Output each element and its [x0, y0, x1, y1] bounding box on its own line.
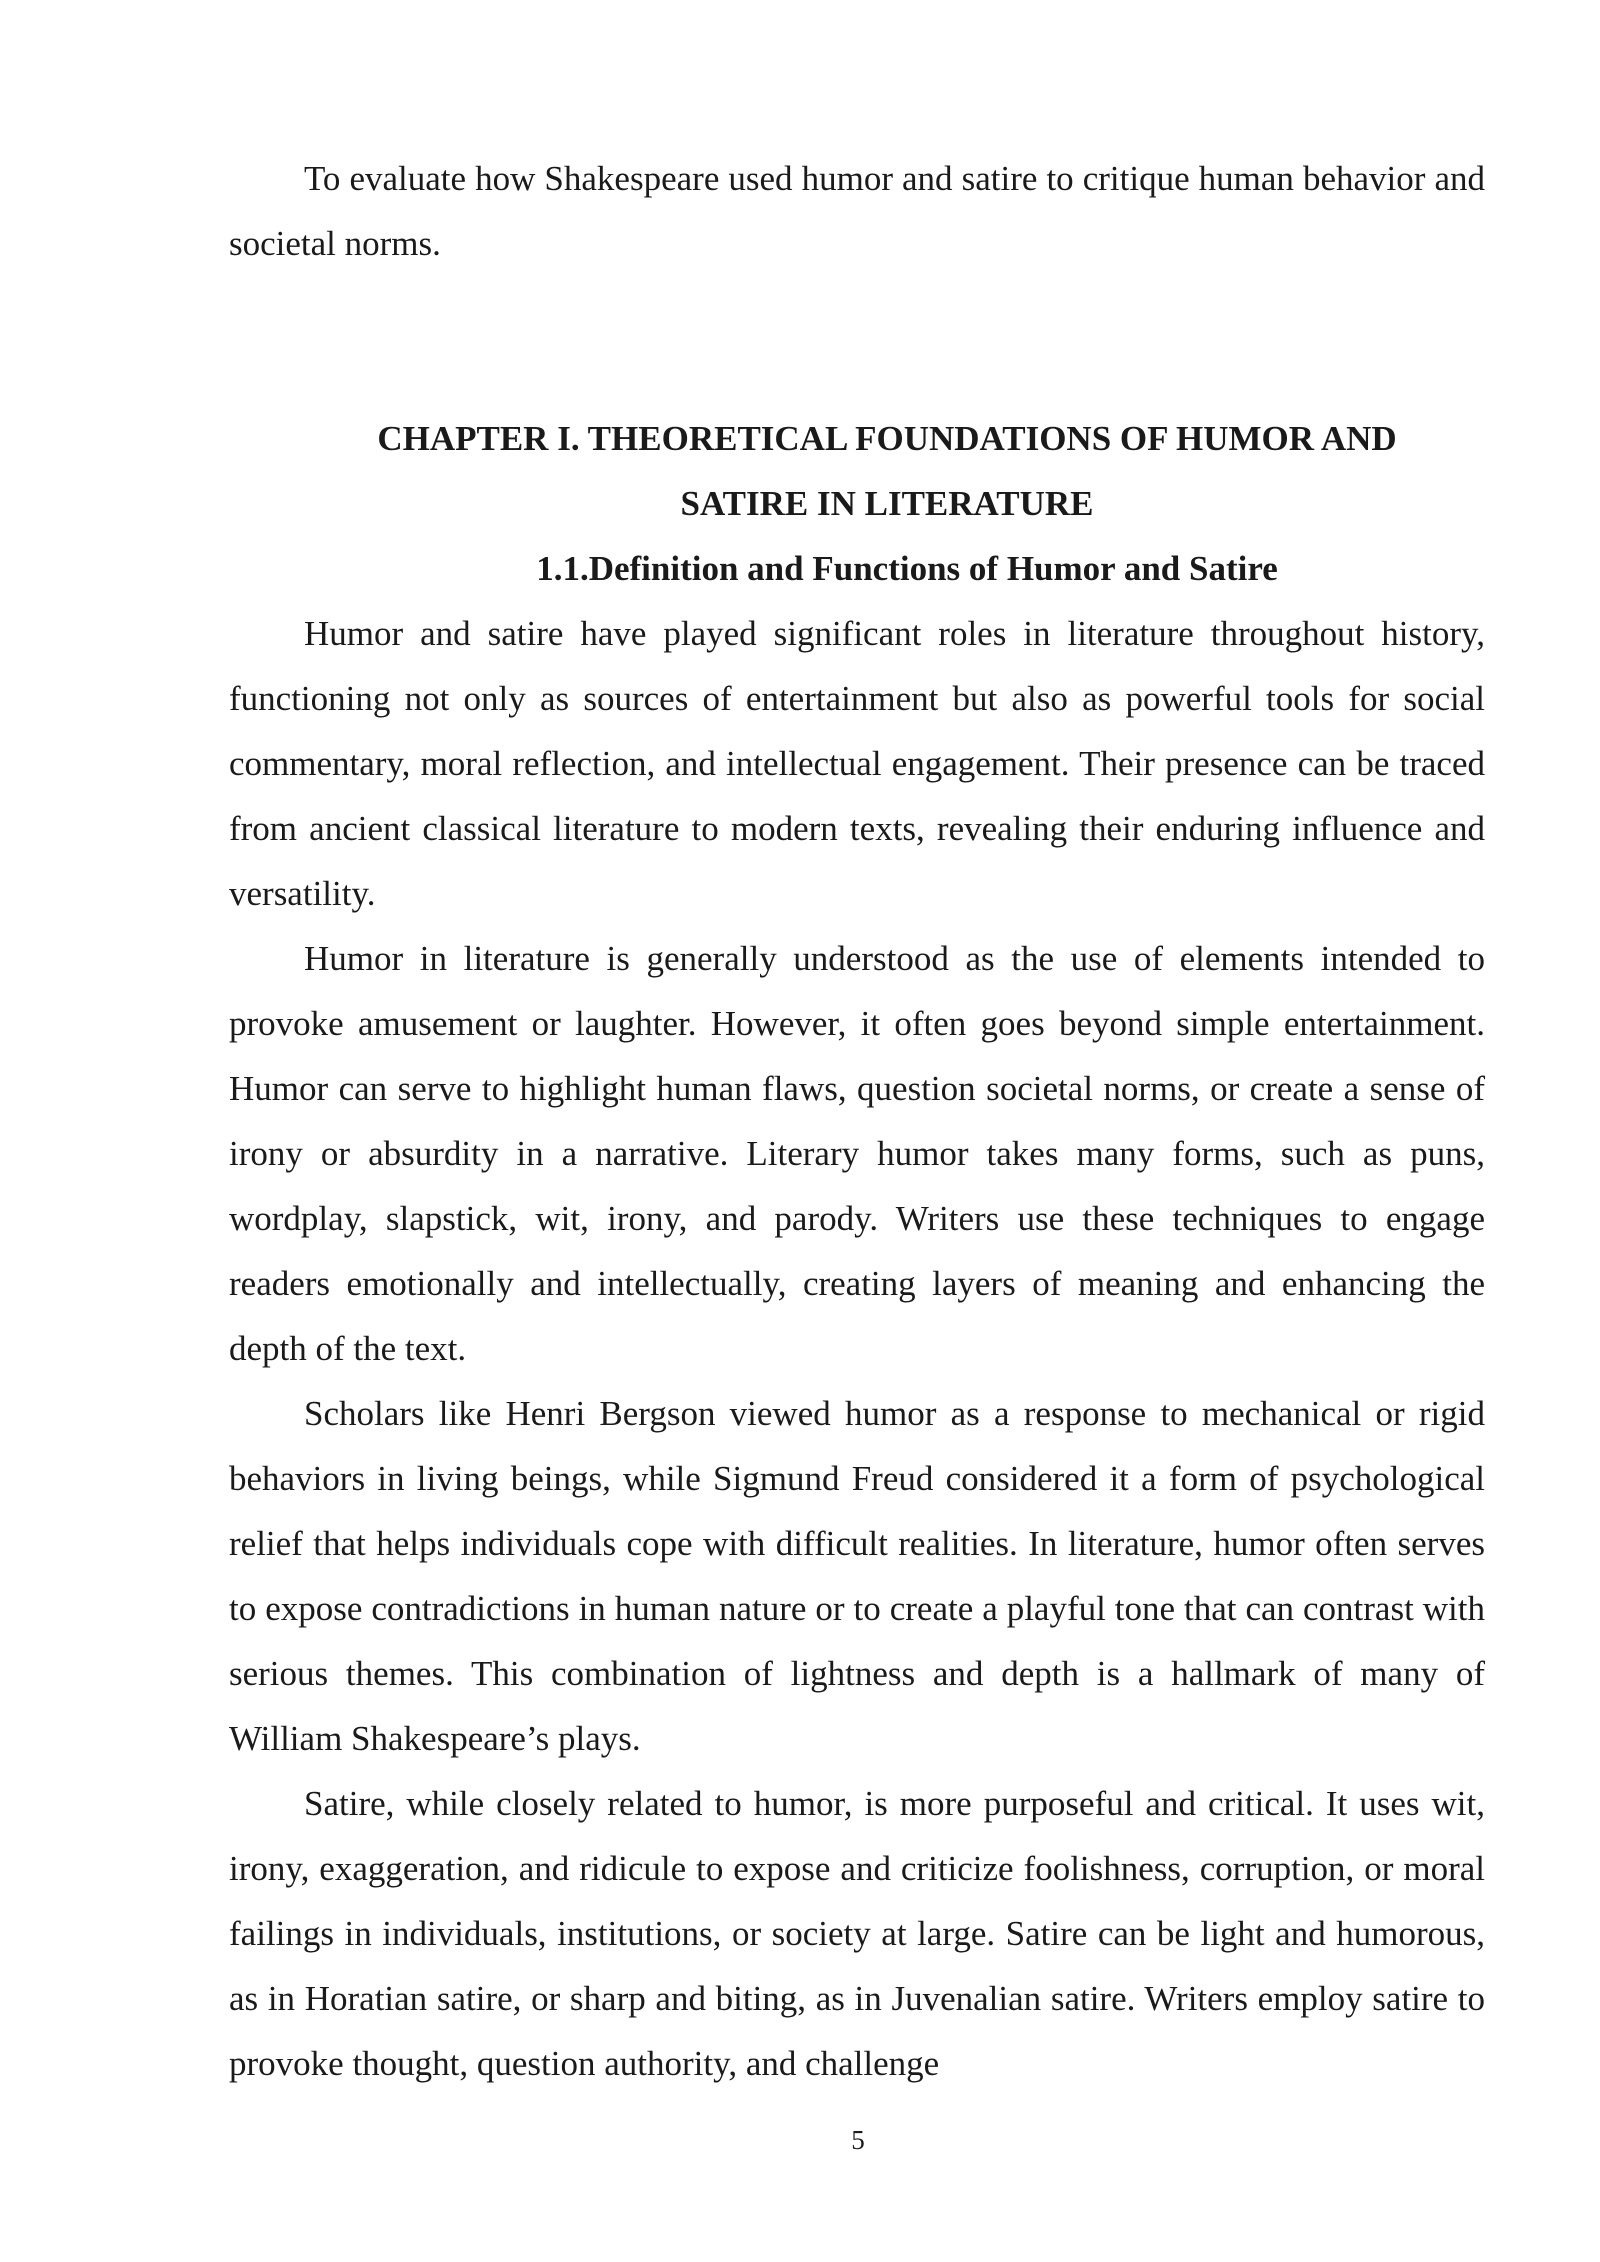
section-heading: 1.1.Definition and Functions of Humor and Satire: [536, 549, 1278, 588]
page-number: 5: [851, 2125, 865, 2155]
body-paragraph: Humor in literature is generally understood as the use of elements intended to provoke amusement or laughter. However, it often goes beyond simple entertainment. Humor can serve to highlight human flaws, question societal norms, or create a sense of irony or absurdity in a narrative. Literary humor takes many forms, such as puns, wordplay, slapstick, wit, irony, and parody. Writers use these techniques to engage readers emotionally and intellectually, creating layers of meaning and enhancing the depth of the text.: [229, 939, 1485, 1368]
intro-paragraph: To evaluate how Shakespeare used humor and satire to critique human behavior and societal norms.: [229, 159, 1485, 263]
body-paragraph: Satire, while closely related to humor, is more purposeful and critical. It uses wit, irony, exaggeration, and ridicule to expose and criticize foolishness, corruption, or moral failings in individuals, institutions, or society at large. Satire can be light and humorous, as in Horatian satire, or sharp and biting, as in Juvenalian satire. Writers employ satire to provoke thought, question authority, and challenge: [229, 1784, 1485, 2083]
body-paragraph: Scholars like Henri Bergson viewed humor as a response to mechanical or rigid behaviors in living beings, while Sigmund Freud considered it a form of psychological relief that helps individuals cope with difficult realities. In literature, humor often serves to expose contradictions in human nature or to create a playful tone that can contrast with serious themes. This combination of lightness and depth is a hallmark of many of William Shakespeare’s plays.: [229, 1394, 1485, 1758]
chapter-heading: CHAPTER I. THEORETICAL FOUNDATIONS OF HUMOR AND SATIRE IN LITERATURE: [377, 419, 1397, 523]
body-paragraph: Humor and satire have played significant roles in literature throughout history, functioning not only as sources of entertainment but also as powerful tools for social commentary, moral reflection, and intellectual engagement. Their presence can be traced from ancient classical literature to modern texts, revealing their enduring influence and versatility.: [229, 614, 1485, 913]
page-content: [229, 146, 1485, 2096]
